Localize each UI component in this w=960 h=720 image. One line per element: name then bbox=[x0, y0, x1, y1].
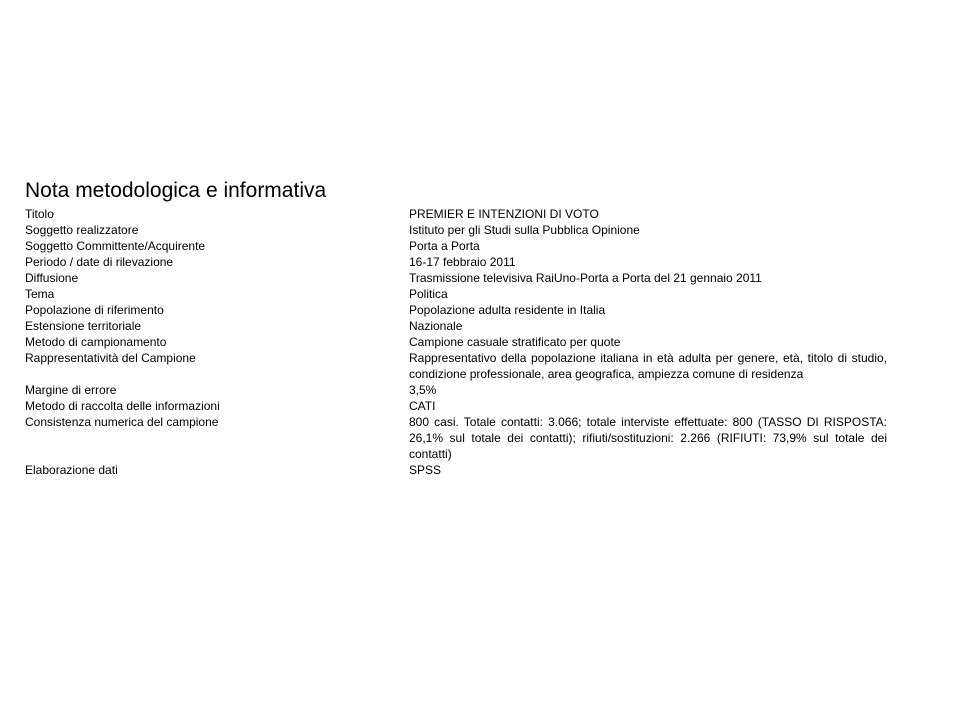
row-label: Consistenza numerica del campione bbox=[25, 415, 219, 429]
table-row-consistenza bbox=[25, 414, 887, 462]
row-value: PREMIER E INTENZIONI DI VOTO bbox=[409, 207, 599, 221]
row-value: Trasmissione televisiva RaiUno-Porta a Porta del 21 gennaio 2011 bbox=[409, 271, 762, 285]
table-row-periodo bbox=[25, 254, 887, 270]
table-row-metodo-raccolta bbox=[25, 398, 887, 414]
row-label: Metodo di campionamento bbox=[25, 335, 167, 349]
table-row-titolo bbox=[25, 206, 887, 222]
row-value: Politica bbox=[409, 287, 448, 301]
row-label: Elaborazione dati bbox=[25, 463, 118, 477]
row-label: Metodo di raccolta delle informazioni bbox=[25, 399, 220, 413]
row-label: Titolo bbox=[25, 207, 54, 221]
table-row-soggetto-realizzatore bbox=[25, 222, 887, 238]
row-value: Nazionale bbox=[409, 319, 463, 333]
table-row-diffusione bbox=[25, 270, 887, 286]
row-label: Popolazione di riferimento bbox=[25, 303, 164, 317]
table-row-committente bbox=[25, 238, 887, 254]
table-row-popolazione bbox=[25, 302, 887, 318]
table-row-margine-errore bbox=[25, 382, 887, 398]
row-value: Porta a Porta bbox=[409, 239, 480, 253]
table-row-metodo-campionamento bbox=[25, 334, 887, 350]
page-title: Nota metodologica e informativa bbox=[25, 179, 327, 202]
row-value: 3,5% bbox=[409, 383, 437, 397]
row-label: Rappresentatività del Campione bbox=[25, 351, 196, 365]
row-label: Estensione territoriale bbox=[25, 319, 142, 333]
row-value: SPSS bbox=[409, 463, 442, 477]
info-table bbox=[25, 206, 887, 478]
row-label: Soggetto realizzatore bbox=[25, 223, 139, 237]
row-value: Istituto per gli Studi sulla Pubblica Opinione bbox=[409, 223, 640, 237]
row-label: Margine di errore bbox=[25, 383, 117, 397]
row-value: 16-17 febbraio 2011 bbox=[409, 255, 516, 269]
table-row-estensione bbox=[25, 318, 887, 334]
row-value: Popolazione adulta residente in Italia bbox=[409, 303, 606, 317]
row-label: Diffusione bbox=[25, 271, 79, 285]
table-row-tema bbox=[25, 286, 887, 302]
row-label: Tema bbox=[25, 287, 55, 301]
table-row-elaborazione bbox=[25, 462, 887, 478]
row-value: 800 casi. Totale contatti: 3.066; totale interviste effettuate: 800 (TASSO DI RISPOSTA: 26,1% sul totale dei contatti); rifiuti/sostituzioni: 2.266 (RIFIUTI: 73,9% sul totale dei contatti) bbox=[409, 415, 887, 461]
row-label: Periodo / date di rilevazione bbox=[25, 255, 174, 269]
row-value: CATI bbox=[409, 399, 436, 413]
row-value: Rappresentativo della popolazione italiana in età adulta per genere, età, titolo di studio, condizione professionale, area geografica, ampiezza comune di residenza bbox=[409, 351, 887, 381]
table-row-rappresentativita bbox=[25, 350, 887, 382]
row-value: Campione casuale stratificato per quote bbox=[409, 335, 621, 349]
row-label: Soggetto Committente/Acquirente bbox=[25, 239, 206, 253]
